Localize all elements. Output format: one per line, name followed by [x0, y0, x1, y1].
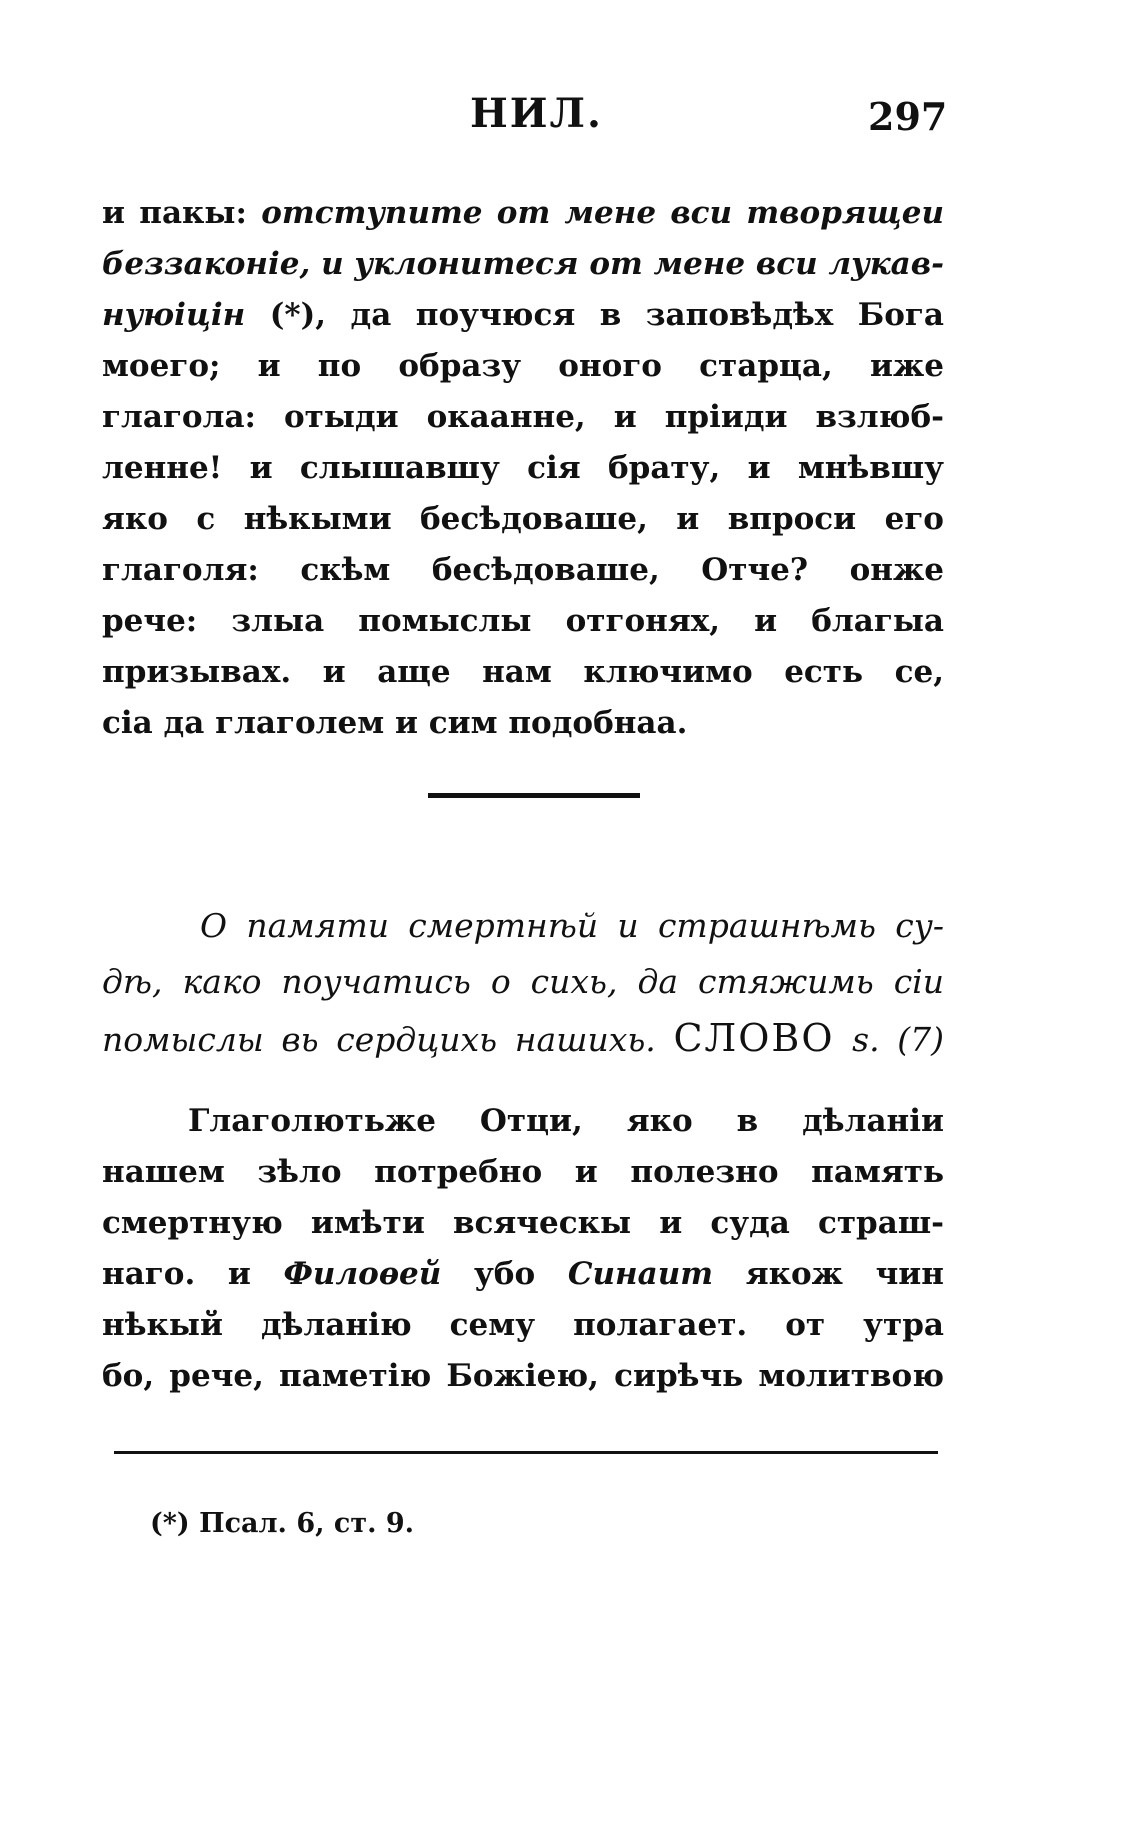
footnote-rule	[114, 1451, 938, 1454]
slovo-label: СЛОВО	[673, 1016, 835, 1060]
text-line: и пакы: отступите от мене вси творящеи	[102, 195, 944, 231]
text-line: Глаголютьже Отци, яко в дѣланіи	[188, 1103, 944, 1139]
footnote: (*) Псал. 6, ст. 9.	[150, 1508, 415, 1539]
text-line: бо, рече, паметію Божіею, сирѣчь молитвою	[102, 1358, 944, 1394]
paragraph-1	[102, 188, 944, 749]
text-line: глагола: отыди окаанне, и пріиди взлюб-	[102, 399, 944, 435]
section-divider	[428, 793, 640, 798]
heading-line: О памяти смертнѣй и страшнѣмь су-	[200, 906, 944, 945]
page-number: 297	[868, 94, 948, 139]
text-line: нуюіцін (*), да поучюся в заповѣдѣх Бога	[102, 297, 944, 333]
text-line: смертную имѣти всяческы и суда страш-	[102, 1205, 944, 1241]
heading-line: дѣ, како поучатись о сихь, да стяжимь сіи	[102, 962, 944, 1001]
text-line: наго. и Филоѳей убо Синаит якож чин	[102, 1256, 944, 1292]
text-line: рече: злыа помыслы отгонях, и благыа	[102, 603, 944, 639]
text-line: глаголя: скѣм бесѣдоваше, Отче? онже	[102, 552, 944, 588]
text-line: нашем зѣло потребно и полезно память	[102, 1154, 944, 1190]
running-title: НИЛ.	[470, 90, 603, 137]
section-heading	[102, 898, 944, 1066]
running-head	[0, 90, 1140, 140]
text-line: призывах. и аще нам ключимо есть се,	[102, 654, 944, 690]
text-line: нѣкый дѣланію сему полагает. от утра	[102, 1307, 944, 1343]
text-line: сіа да глаголем и сим подобнаа.	[102, 705, 688, 741]
paragraph-2	[102, 1096, 944, 1402]
text-line: ленне! и слышавшу сія брату, и мнѣвшу	[102, 450, 944, 486]
text-line: беззаконіе, и уклонитеся от мене вси лукав-	[102, 246, 944, 282]
text-line: яко с нѣкыми бесѣдоваше, и впроси его	[102, 501, 944, 537]
text-line: моего; и по образу оного старца, иже	[102, 348, 944, 384]
heading-line: помыслы вь сердцихь нашихь. СЛОВО ѕ. (7)	[102, 1016, 944, 1060]
